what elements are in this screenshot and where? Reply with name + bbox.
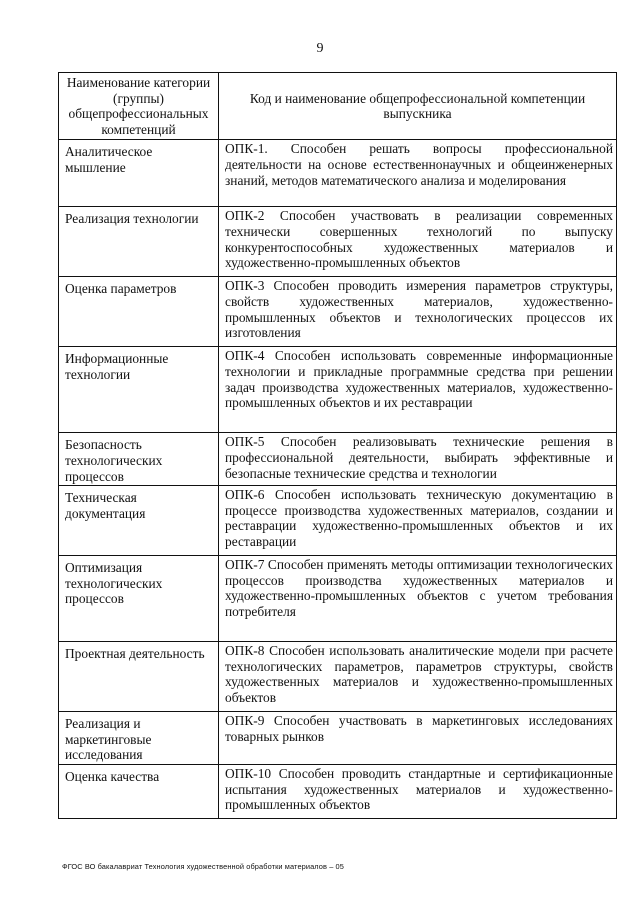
page-number: 9 (316, 41, 324, 56)
competency-cell: ОПК-6 Способен использовать техническую документацию в процессе производства художественных материалов, создании и реставрации художественно-промышленных объектов и их реставрации (219, 486, 617, 556)
competency-cell: ОПК-5 Способен реализовывать технические решения в профессиональной деятельности, выбирать эффективные и безопасные технические средства и технологии (219, 433, 617, 486)
competency-cell: ОПК-1. Способен решать вопросы профессиональной деятельности на основе естественнонаучных и общеинженерных знаний, методов математического анализа и моделирования (219, 140, 617, 207)
category-cell: Аналитическое мышление (59, 140, 219, 207)
competency-cell: ОПК-9 Способен участвовать в маркетинговых исследованиях товарных рынков (219, 712, 617, 765)
table-row (59, 712, 617, 765)
table-row (59, 642, 617, 712)
table-row (59, 140, 617, 207)
table-row (59, 556, 617, 642)
table-row (59, 433, 617, 486)
header-code-name: Код и наименование общепрофессиональной компетенции выпускника (219, 73, 617, 140)
competencies-table (58, 72, 617, 819)
category-cell: Реализация и маркетинговые исследования (59, 712, 219, 765)
category-cell: Проектная деятельность (59, 642, 219, 712)
table-row (59, 277, 617, 347)
competency-cell: ОПК-8 Способен использовать аналитические модели при расчете технологических параметров, параметров структуры, свойств художественных материалов и художественно-промышленных объектов (219, 642, 617, 712)
table-header-row (59, 73, 617, 140)
header-category: Наименование категории (группы) общепрофессиональных компетенций (59, 73, 219, 140)
competency-cell: ОПК-7 Способен применять методы оптимизации технологических процессов производства художественных материалов и художественно-промышленных объектов с учетом требования потребителя (219, 556, 617, 642)
table-row (59, 764, 617, 818)
document-footer: ФГОС ВО бакалавриат Технология художественной обработки материалов – 05 (62, 862, 344, 871)
table-row (59, 347, 617, 433)
competency-cell: ОПК-3 Способен проводить измерения параметров структуры, свойств художественных материалов, художественно-промышленных объектов и технологических процессов их изготовления (219, 277, 617, 347)
category-cell: Информационные технологии (59, 347, 219, 433)
table-row (59, 207, 617, 277)
competency-cell: ОПК-2 Способен участвовать в реализации современных технически совершенных технологий по выпуску конкурентоспособных художественных материалов и художественно-промышленных объектов (219, 207, 617, 277)
competency-cell: ОПК-10 Способен проводить стандартные и сертификационные испытания художественных материалов и художественно-промышленных объектов (219, 764, 617, 818)
table-row (59, 486, 617, 556)
category-cell: Оценка качества (59, 764, 219, 818)
category-cell: Реализация технологии (59, 207, 219, 277)
category-cell: Техническая документация (59, 486, 219, 556)
category-cell: Безопасность технологических процессов (59, 433, 219, 486)
category-cell: Оценка параметров (59, 277, 219, 347)
category-cell: Оптимизация технологических процессов (59, 556, 219, 642)
competency-cell: ОПК-4 Способен использовать современные информационные технологии и прикладные программные средства при решении задач производства художественных материалов, художественно-промышленных объектов и их реставрации (219, 347, 617, 433)
